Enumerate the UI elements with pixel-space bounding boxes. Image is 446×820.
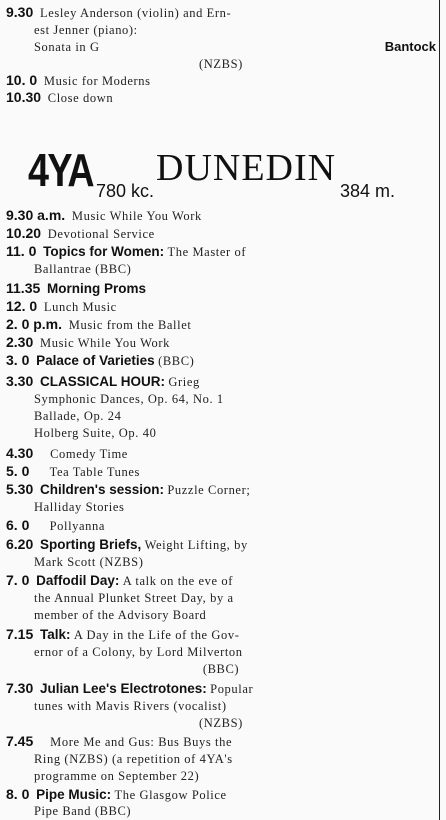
programme-text: tunes with Mavis Rivers (vocalist): [34, 699, 227, 713]
programme-text: Weight Lifting, by: [144, 538, 248, 552]
programme-text: Puzzle Corner;: [167, 483, 251, 497]
time-label: 8. 0: [6, 786, 30, 802]
programme-line: [6, 243, 436, 261]
programme-text: Sonata in G: [34, 40, 100, 54]
programme-line: [6, 498, 436, 516]
programme-line: [6, 424, 436, 442]
programme-line: [6, 660, 436, 678]
programme-text: Pollyanna: [49, 519, 106, 533]
programme-text: Grieg: [168, 375, 200, 389]
programme-line: [6, 750, 436, 768]
programme-line: [6, 767, 436, 785]
programme-title: Topics for Women:: [43, 244, 165, 259]
listing-line: [6, 38, 436, 56]
programme-line: [6, 373, 436, 391]
programme-title: Sporting Briefs,: [40, 537, 142, 552]
programme-line: [6, 589, 436, 607]
programme-line: [6, 260, 436, 278]
time-label: 7.15: [6, 626, 34, 642]
programme-text: Ring (NZBS) (a repetition of 4YA's: [34, 752, 233, 766]
programme-line: [6, 445, 436, 463]
programme-line: [6, 316, 436, 334]
time-label: 7.30: [6, 680, 34, 696]
programme-title: Talk:: [40, 627, 71, 642]
listing-line: [6, 21, 436, 39]
time-label: 5.30: [6, 481, 34, 497]
time-label: 10. 0: [6, 72, 38, 88]
programme-text: ernor of a Colony, by Lord Milverton: [34, 645, 243, 659]
source-credit: (BBC): [202, 662, 240, 676]
programme-line: [6, 697, 436, 715]
programme-text: Symphonic Dances, Op. 64, No. 1: [34, 392, 224, 406]
programme-line: [6, 606, 436, 624]
time-label: 9.30: [6, 4, 34, 20]
programme-text: The Glasgow Police: [114, 788, 227, 802]
programme-text: Tea Table Tunes: [49, 465, 140, 479]
programme-line: [6, 207, 436, 225]
programme-line: [6, 334, 436, 352]
programme-text: Holberg Suite, Op. 40: [34, 426, 157, 440]
programme-text: (BBC): [158, 354, 195, 368]
station-wavelength: 384 m.: [340, 181, 396, 201]
listing-line: [6, 89, 436, 107]
programme-line: [6, 680, 436, 698]
programme-text: More Me and Gus: Bus Buys the: [50, 735, 233, 749]
programme-text: Ballantrae (BBC): [34, 262, 132, 276]
time-label: 6. 0: [6, 517, 30, 533]
time-label: 5. 0: [6, 463, 30, 479]
programme-line: [6, 352, 436, 370]
station-frequency: 780 kc.: [96, 181, 155, 201]
programme-text: Ballade, Op. 24: [34, 409, 122, 423]
programme-text: A talk on the eve of: [122, 574, 233, 588]
programme-text: Devotional Service: [47, 227, 155, 241]
time-label: 6.20: [6, 536, 34, 552]
station-header: [6, 142, 436, 210]
programme-title: Julian Lee's Electrotones:: [40, 681, 207, 696]
station-callsign: 4YA: [28, 144, 93, 196]
programme-line: [6, 553, 436, 571]
programme-line: [6, 733, 436, 751]
time-label: 7.45: [6, 733, 34, 749]
time-label: 10.30: [6, 89, 42, 105]
programme-text: member of the Advisory Board: [34, 608, 207, 622]
programme-text: Music for Moderns: [43, 74, 151, 88]
time-label: 11.35: [6, 280, 41, 296]
programme-text: Popular: [210, 682, 254, 696]
programme-line: [6, 463, 436, 481]
programme-title: Daffodil Day:: [36, 573, 120, 588]
programme-text: Music While You Work: [40, 336, 170, 350]
listing-line: [6, 4, 436, 22]
time-label: 3. 0: [6, 352, 30, 368]
time-label: 11. 0: [6, 243, 37, 259]
programme-line: [6, 714, 436, 732]
programme-line: [6, 572, 436, 590]
programme-text: Mark Scott (NZBS): [34, 555, 144, 569]
programme-text: Lesley Anderson (violin) and Ern-: [40, 6, 232, 20]
programme-title: Palace of Varieties: [36, 353, 155, 368]
programme-title: CLASSICAL HOUR:: [40, 374, 166, 389]
source-credit: (NZBS): [199, 716, 243, 730]
time-label: 7. 0: [6, 572, 30, 588]
programme-line: [6, 225, 436, 243]
column-rule: [439, 0, 440, 820]
programme-line: [6, 517, 436, 535]
programme-title: Children's session:: [40, 482, 164, 497]
programme-text: A Day in the Life of the Gov-: [73, 628, 240, 642]
listing-line: [6, 55, 436, 73]
time-label: 10.20: [6, 225, 42, 241]
programme-text: est Jenner (piano):: [34, 23, 138, 37]
time-label: 4.30: [6, 445, 34, 461]
programme-text: the Annual Plunket Street Day, by a: [34, 591, 234, 605]
programme-text: Halliday Stories: [34, 500, 125, 514]
programme-text: Music While You Work: [71, 209, 202, 223]
programme-line: [6, 536, 436, 554]
programme-text: Close down: [47, 91, 114, 105]
programme-title: Pipe Music:: [36, 787, 112, 802]
time-label: 2.30: [6, 334, 34, 350]
station-city: DUNEDIN: [156, 147, 337, 189]
source-credit: (NZBS): [199, 57, 243, 71]
programme-line: [6, 626, 436, 644]
programme-text: The Master of: [167, 245, 247, 259]
time-label: 12. 0: [6, 298, 38, 314]
time-label: 3.30: [6, 373, 34, 389]
time-label: 2. 0 p.m.: [6, 316, 63, 332]
programme-line: [6, 280, 436, 297]
programme-line: [6, 802, 436, 820]
programme-title: Morning Proms: [47, 281, 147, 296]
programme-text: Music from the Ballet: [68, 318, 192, 332]
programme-text: Comedy Time: [50, 447, 128, 461]
programme-line: [6, 390, 436, 408]
listing-line: [6, 72, 436, 90]
programme-line: [6, 407, 436, 425]
programme-line: [6, 643, 436, 661]
programme-text: Pipe Band (BBC): [34, 804, 132, 818]
programme-text: programme on September 22): [34, 769, 200, 783]
programme-text: Lunch Music: [43, 300, 117, 314]
composer-name: Bantock: [384, 39, 436, 54]
programme-line: [6, 298, 436, 316]
programme-line: [6, 481, 436, 499]
time-label: 9.30 a.m.: [6, 207, 66, 223]
